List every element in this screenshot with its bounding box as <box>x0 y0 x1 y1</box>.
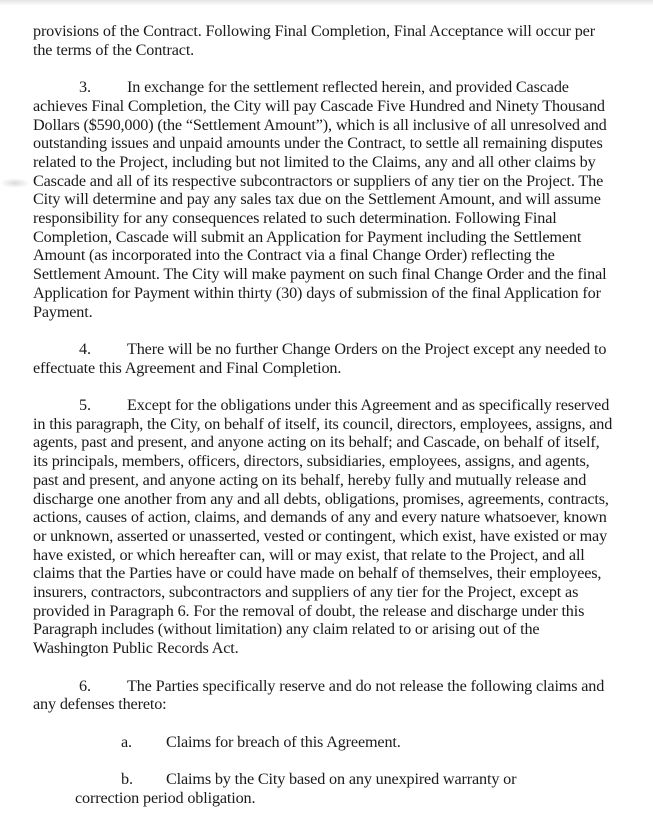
scan-artifact <box>0 178 30 188</box>
subitem-text: Claims for breach of this Agreement. <box>166 732 401 751</box>
paragraph-text: Except for the obligations under this Agreement and as specifically reserved in this paragraph, the City, on behalf of itself, its council, directors, employees, assigns, and agents, past and present, and anyone acting on its behalf; and Cascade, on behalf of itself, its principals, members, officers, directors, subsidiaries, employees, assigns, and agents, past and present, and anyone acting on its behalf, hereby fully and mutually release and discharge one another from any and all debts, obligations, promises, agreements, contracts, actions, causes of action, claims, and demands of any and every nature whatsoever, known or unknown, asserted or unasserted, vested or contingent, which exist, have existed or may have existed, or which hereafter can, will or may exist, that relate to the Project, and all claims that the Parties have or could have made on behalf of themselves, their employees, insurers, contractors, subcontractors and suppliers of any tier for the Project, except as provided in Paragraph 6. For the removal of doubt, the release and discharge under this Paragraph includes (without limitation) any claim related to or arising out of the Washington Public Records Act. <box>33 396 613 658</box>
paragraph-number: 6. <box>79 676 91 695</box>
subitem-text-continuation: correction period obligation. <box>75 788 256 807</box>
subitem-text: Claims by the City based on any unexpired warranty or <box>166 770 517 789</box>
paragraph-text: There will be no further Change Orders on the Project except any needed to effectuate this Agreement and Final Completion. <box>33 339 607 377</box>
page-top-edge <box>0 0 653 6</box>
paragraph-text: In exchange for the settlement reflected herein, and provided Cascade achieves Final Completion, the City will pay Cascade Five Hundred and Ninety Thousand Dollars ($590,000) (the “Settlement Amount”), which is all inclusive of all unresolved and outstanding issues and unpaid amounts under the Contract, to settle all remaining disputes related to the Project, including but not limited to the Claims, any and all other claims by Cascade and all of its respective subcontractors or suppliers of any tier on the Project. The City will determine and pay any sales tax due on the Settlement Amount, and will assume responsibility for any consequences related to such determination. Following Final Completion, Cascade will submit an Application for Payment including the Settlement Amount (as incorporated into the Contract via a final Change Order) reflecting the Settlement Amount. The City will make payment on such final Change Order and the final Application for Payment within thirty (30) days of submission of the final Application for Payment. <box>33 78 607 321</box>
subitem-letter: a. <box>121 732 132 751</box>
paragraph-number: 5. <box>79 396 91 415</box>
paragraph-6 <box>33 677 613 714</box>
document-page <box>33 22 613 826</box>
paragraph-5 <box>33 396 613 658</box>
paragraph-text: The Parties specifically reserve and do not release the following claims and any defenses thereto: <box>33 676 605 714</box>
subitem-b <box>33 770 613 807</box>
paragraph-4 <box>33 340 613 377</box>
paragraph-number: 4. <box>79 339 91 358</box>
paragraph-number: 3. <box>79 78 91 97</box>
continuation-text: provisions of the Contract. Following Final Completion, Final Acceptance will occur per the terms of the Contract. <box>33 22 595 59</box>
paragraph-3 <box>33 78 613 321</box>
subitem-letter: b. <box>121 770 133 789</box>
subitem-a <box>33 733 613 752</box>
